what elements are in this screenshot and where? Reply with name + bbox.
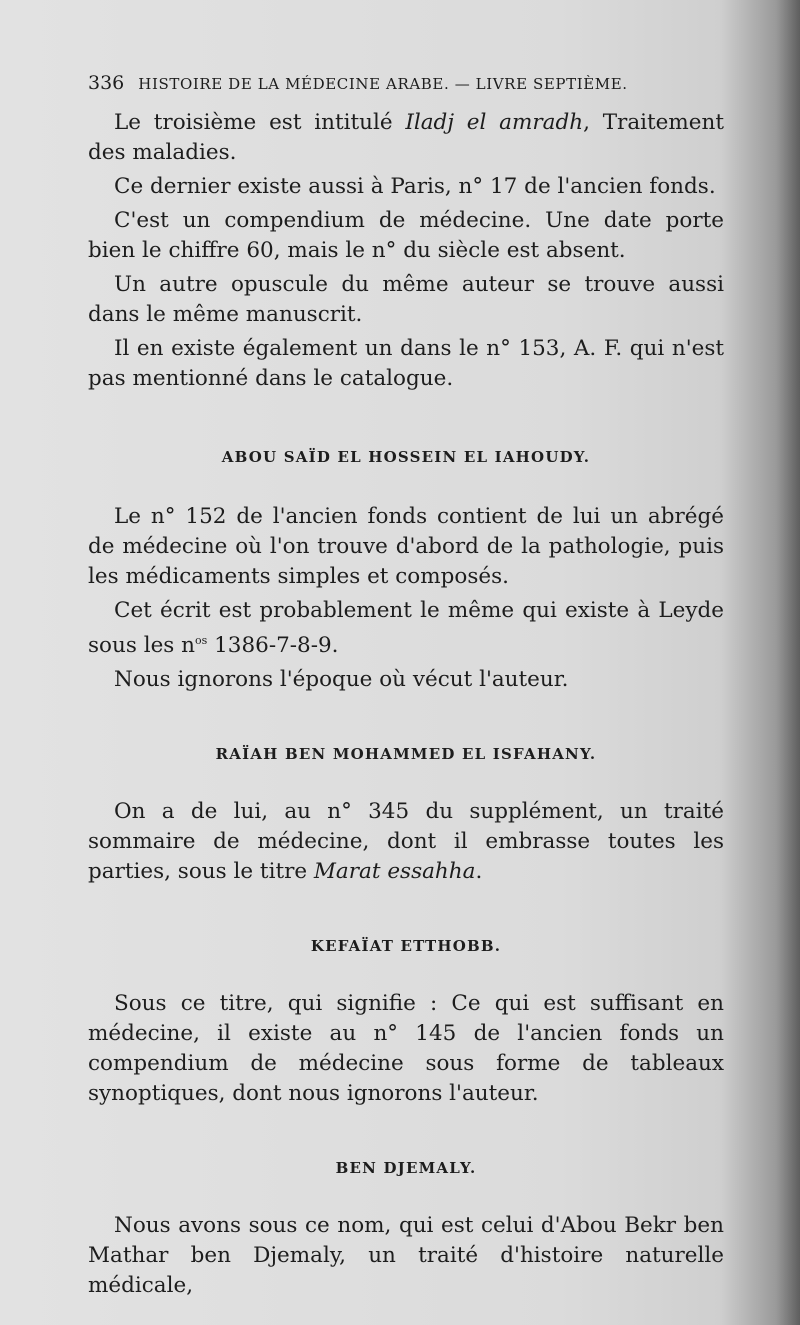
page-number: 336 [88, 72, 125, 94]
italic-title: Iladj el amradh [405, 110, 584, 135]
paragraph [88, 596, 724, 661]
running-header [88, 72, 724, 98]
paragraph: Nous ignorons l'époque où vécut l'auteur. [114, 667, 569, 693]
paragraph: C'est un compendium de médecine. Une date porte bien le chiffre 60, mais le n° du siècle est absent. [88, 208, 724, 263]
paragraph: Sous ce titre, qui signifie : Ce qui est suffisant en médecine, il existe au n° 145 de l'ancien fonds un compendium de médecine sous forme de tableaux synoptiques, dont nous ignorons l'auteur. [88, 991, 724, 1107]
paragraph [88, 797, 724, 887]
section-abou-said [88, 448, 724, 695]
section-heading: RAÏAH BEN MOHAMMED EL ISFAHANY. [215, 745, 597, 764]
section-raiah [88, 745, 724, 887]
text-run: On a de lui, au n° 345 du supplément, un traité sommaire de médecine, dont il embrasse toutes les parties, sous le titre [88, 799, 724, 885]
paragraph [88, 108, 724, 168]
italic-title: Marat essahha [313, 859, 476, 885]
page-content [88, 72, 724, 1301]
paragraph: Il en existe également un dans le n° 153, A. F. qui n'est pas mentionné dans le catalogue. [88, 336, 724, 391]
paragraph: Nous avons sous ce nom, qui est celui d'Abou Bekr ben Mathar ben Djemaly, un traité d'histoire naturelle médicale, [88, 1213, 724, 1299]
text-run: , Traitement des maladies. [88, 110, 724, 165]
text-run: 1386-7-8-9. [207, 633, 339, 659]
text-run: Le troisième est intitulé [114, 110, 406, 135]
section-ben-djemaly [88, 1159, 724, 1301]
section-kefaiat [88, 937, 724, 1109]
paragraph: Un autre opuscule du même auteur se trouve aussi dans le même manuscrit. [88, 272, 724, 327]
superscript: os [195, 634, 208, 647]
section-intro [88, 108, 724, 394]
text-run: . [475, 859, 483, 885]
paragraph: Ce dernier existe aussi à Paris, n° 17 de l'ancien fonds. [114, 174, 716, 199]
section-heading: BEN DJEMALY. [335, 1159, 477, 1178]
section-heading: KEFAÏAT ETTHOBB. [310, 937, 502, 956]
text-run: Cet écrit est probablement le même qui existe à Leyde sous les n [88, 598, 724, 659]
paragraph: Le n° 152 de l'ancien fonds contient de lui un abrégé de médecine où l'on trouve d'abord de la pathologie, puis les médicaments simples et composés. [88, 504, 724, 589]
section-heading: ABOU SAÏD EL HOSSEIN EL IAHOUDY. [221, 448, 591, 466]
running-title: HISTOIRE DE LA MÉDECINE ARABE. — LIVRE SEPTIÈME. [138, 75, 628, 93]
